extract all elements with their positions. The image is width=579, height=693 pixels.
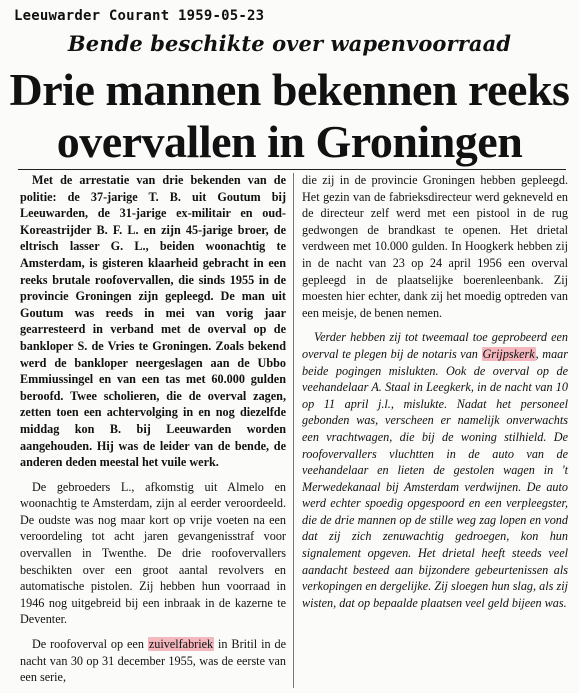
paragraph-text: in Britil in de nacht van 30 op 31 december 1955, was de eerste van een serie, xyxy=(20,637,286,685)
article-paragraph xyxy=(20,636,286,686)
headline-line-1: Drie mannen bekennen reeks xyxy=(9,64,570,115)
article-paragraph: die zij in de provincie Groningen hebben gepleegd. Het gezin van de fabrieksdirecteur werd gekneveld en de directeur zelf werd met een pistool in de rug gedwongen de brandkast te openen. Het drietal verdween met 10.000 gulden. In Hoogkerk hebben zij in de nacht van 23 op 24 april 1956 een overval gepleegd in de plaatselijke boerenleenbank. Zij moesten hier echter, dank zij het moedig optreden van een meisje, de benen nemen. xyxy=(302,173,568,320)
article-paragraph xyxy=(302,329,568,611)
highlighted-term: zuivelfabriek xyxy=(148,637,214,652)
headline-rule xyxy=(18,169,566,170)
source-line: Leeuwarder Courant 1959-05-23 xyxy=(14,8,265,24)
highlighted-term: Grijpskerk xyxy=(482,346,535,361)
paragraph-text: , maar beide pogingen mislukten. Ook de overval op de veehandelaar A. Staal in Leegkerk, in de nacht van 10 op 11 april j.l., mislukte. Nadat het personeel gebonden was, verscheen er namelijk onverwachts een vrachtwagen, die bij de woning stilhield. De roofovervallers vluchtten in de auto van de veehandelaar en lieten de gestolen wagen in 't Merwedekanaal bij Amsterdam verdwijnen. De auto werd echter spoedig opgespoord en een verpleegster, die de drie mannen op de stille weg zag lopen en vond dat zij zich zenuwachtig gedroegen, kon hun signalement opgeven. Het drietal heeft steeds veel aandacht besteed aan bijzondere gebeurtenissen als verkopingen en dergelijke. Zij sloegen hun slag, als zij wisten, dat op bepaalde plaatsen veel geld bijeen was. xyxy=(302,346,568,610)
column-divider xyxy=(293,173,294,688)
article-column-right xyxy=(302,172,568,611)
lead-paragraph: Met de arrestatie van drie bekenden van de politie: de 37-jarige T. B. uit Goutum bij Leeuwarden, de 31-jarige ex-militair en oud-Koreastrijder B. F. L. en zijn 45-jarige broer, de eltrisch lasser G. L., beiden woonachtig te Amsterdam, is gisteren klaarheid gebracht in een reeks brutale roofovervallen, die sinds 1955 in de provincie Groningen zijn gepleegd. De man uit Goutum was reeds in mei van vorig jaar gearresteerd in verband met de overval op de bankloper S. de Vries te Groningen. Zoals bekend werd de bankloper neergeslagen aan de Ubbo Emmiussingel en van een tas met 60.000 gulden beroofd. Twee scholieren, die de overval zagen, zetten toen een achtervolging in en nog diezelfde middag kon B. bij Leeuwarden worden aangehouden. Hij was de leider van de bende, de anderen deden meestal het vuile werk. xyxy=(20,173,286,470)
article-paragraph: De gebroeders L., afkomstig uit Almelo en woonachtig te Amsterdam, zijn al eerder veroordeeld. De oudste was nog maar kort op vrije voeten na een veroordeling tot acht jaren gevangenisstraf voor overvallen in Twenthe. De drie roofovervallers beschikten over een groot aantal revolvers en automatische pistolen. Zij hebben hun voorraad in 1946 nog uitgebreid bij een inbraak in de kazerne te Deventer. xyxy=(20,479,286,627)
headline-line-2: overvallen in Groningen xyxy=(56,116,523,167)
kicker-headline: Bende beschikte over wapenvoorraad xyxy=(67,31,512,56)
article-column-left xyxy=(20,172,286,686)
paragraph-text: De roofoverval op een xyxy=(32,637,148,652)
paragraph-text: Verder hebben zij tot tweemaal toe geprobeerd een overval te plegen bij de notaris van xyxy=(302,330,568,361)
